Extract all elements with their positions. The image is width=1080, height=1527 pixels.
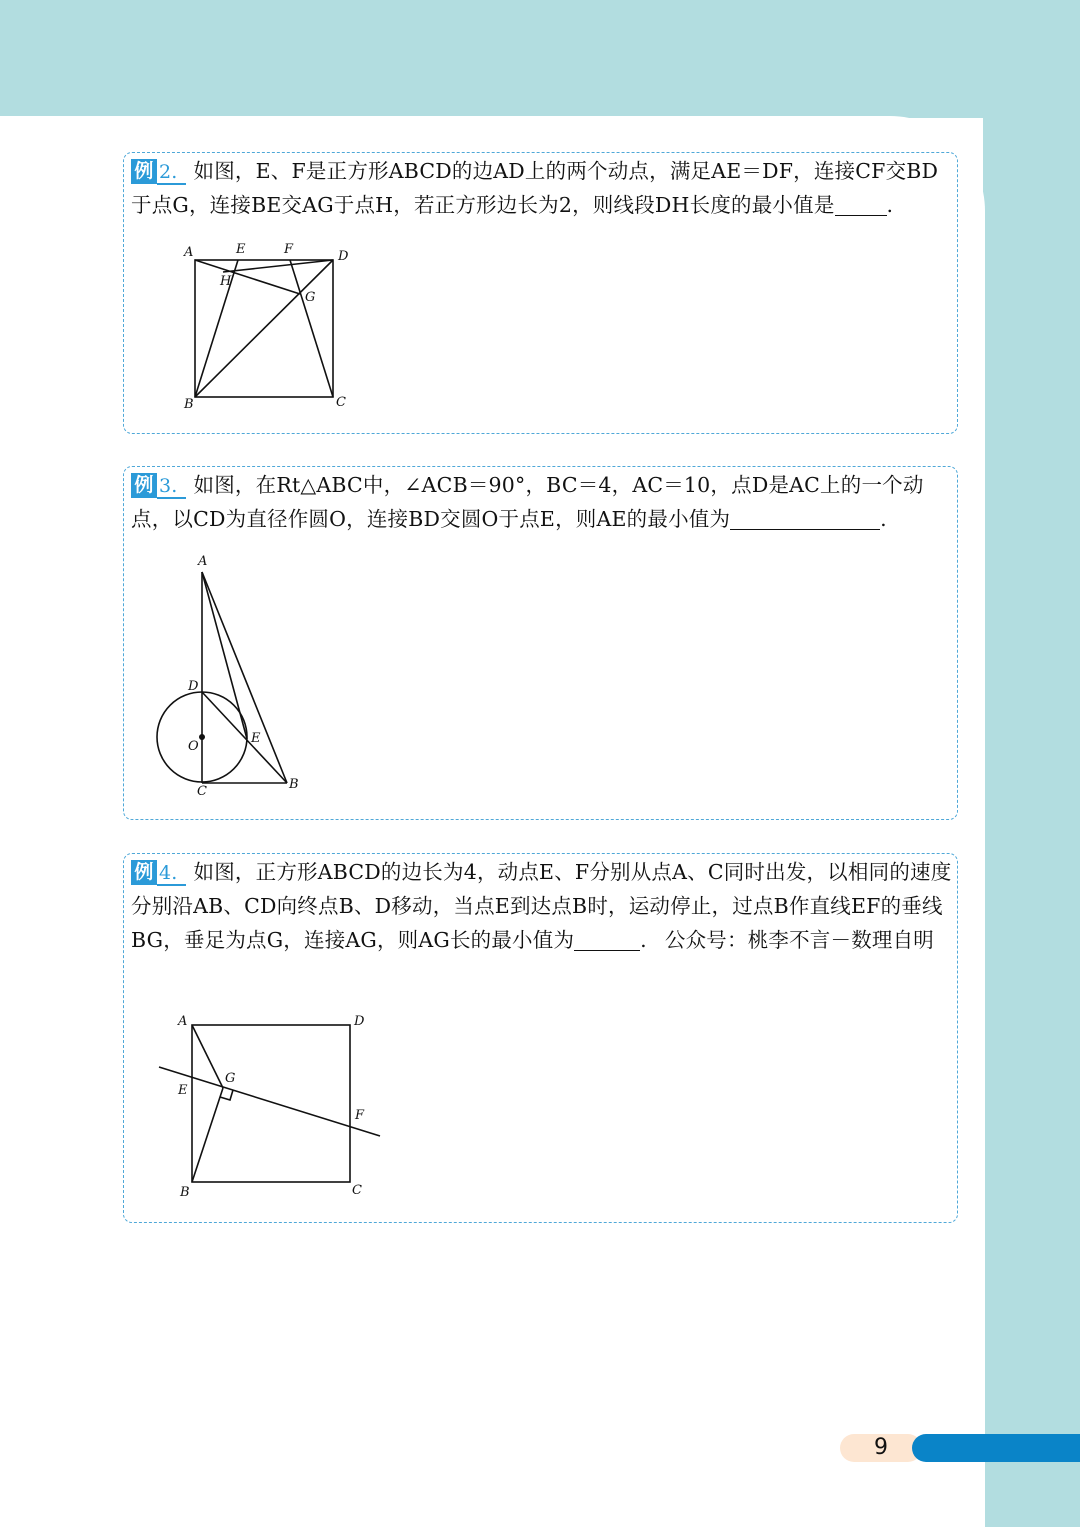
example-2-figure	[170, 238, 370, 418]
point-C-label: C	[352, 1183, 362, 1198]
page-number-bar	[912, 1434, 1080, 1462]
point-F-label: F	[284, 242, 294, 257]
point-C-label: C	[197, 784, 207, 799]
example-tag: 例	[131, 860, 157, 885]
point-D-label: D	[338, 249, 349, 264]
page-number: 9	[874, 1435, 888, 1460]
example-number: 4.	[157, 863, 186, 886]
top-header-band	[0, 0, 1080, 118]
example-tag: 例	[131, 159, 157, 184]
problem-statement: 如图，正方形ABCD的边长为4，动点E、F分别从点A、C同时出发，以相同的速度分别沿AB、CD向终点B、D移动，当点E到达点B时，运动停止，过点B作直线EF的垂线BG，垂足为点G，连接AG，则AG长的最小值为	[131, 860, 952, 952]
point-C-label: C	[336, 395, 346, 410]
point-G-label: G	[225, 1071, 236, 1086]
point-F-label: F	[355, 1108, 365, 1123]
point-A-label: A	[198, 554, 208, 569]
answer-blank	[835, 194, 887, 216]
example-4-figure	[150, 1008, 390, 1208]
right-side-band	[983, 0, 1080, 1527]
sentence-end: .	[640, 928, 647, 952]
example-3-text	[131, 468, 955, 536]
sentence-end: .	[880, 507, 887, 531]
point-D-label: D	[188, 679, 199, 694]
point-B-label: B	[180, 1185, 190, 1200]
point-B-label: B	[184, 397, 194, 412]
example-number: 3.	[157, 476, 186, 499]
example-tag: 例	[131, 473, 157, 498]
example-3-figure	[150, 552, 310, 802]
answer-blank	[574, 929, 640, 951]
point-O-label: O	[188, 739, 199, 754]
point-H-label: H	[220, 274, 232, 289]
watermark-text: 公众号：桃李不言－数理自明	[664, 928, 934, 952]
point-B-label: B	[289, 777, 299, 792]
sentence-end: .	[886, 193, 894, 217]
point-A-label: A	[184, 245, 194, 260]
point-A-label: A	[178, 1014, 188, 1029]
point-D-label: D	[354, 1014, 365, 1029]
problem-statement: 如图，E、F是正方形ABCD的边AD上的两个动点，满足AE＝DF，连接CF交BD于点G，连接BE交AG于点H，若正方形边长为2，则线段DH长度的最小值是	[131, 159, 939, 217]
answer-blank	[730, 508, 880, 530]
problem-statement: 如图，在Rt△ABC中，∠ACB＝90°，BC＝4，AC＝10，点D是AC上的一个动点，以CD为直径作圆O，连接BD交圆O于点E，则AE的最小值为	[131, 473, 924, 531]
point-G-label: G	[305, 290, 316, 305]
point-E-label: E	[236, 242, 246, 257]
example-number: 2.	[157, 162, 186, 185]
example-4-text	[131, 855, 955, 957]
point-E-label: E	[251, 731, 261, 746]
point-E-label: E	[178, 1083, 188, 1098]
example-2-text	[131, 154, 955, 222]
